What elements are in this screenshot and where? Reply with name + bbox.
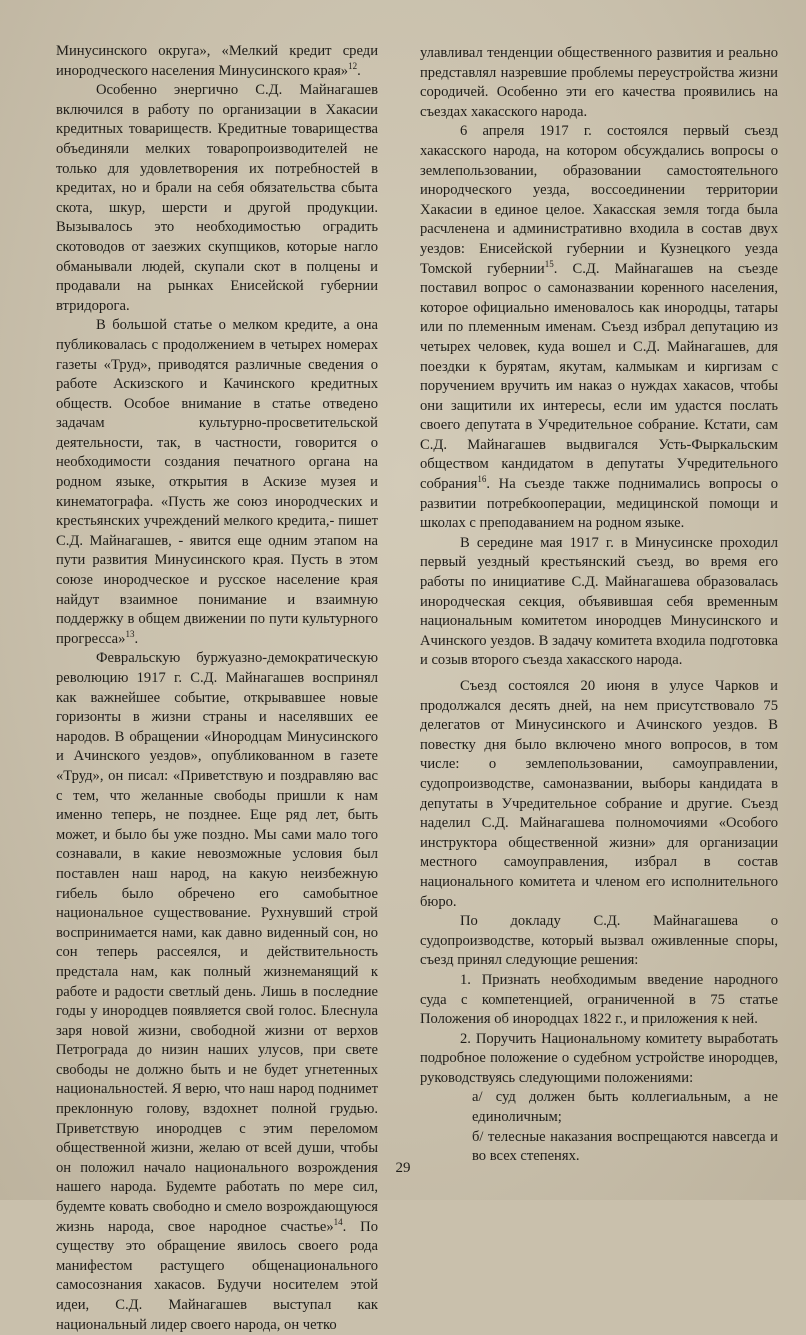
paragraph: Февральскую буржуазно-демократическую революцию 1917 г. С.Д. Майнагашев воспринял как важнейшее событие, открывавшее новые горизонты в жизни страны и населявших ее народов. В обращении «Инородцам Минусинского и Ачинского уездов», опубликованном в газете «Труд», он писал: «Приветствую и поздравляю вас с тем, что желанные свободы пришли к нам именно теперь, не позднее. Еще ряд лет, быть может, и было бы уже поздно. Мы сами мало того сознавали, в какие невозможные условия был поставлен наш народ, на какую неизбежную гибель было обречено его самобытное национальное существование. Рухнувший строй воспринимается нами, как давно виденный сон, но сон теперь рассеялся, и действительность предстала нам, как полный жизнеманящий к работе и радости светлый день. Лишь в последние годы у инородцев появляется свой голос. Блеснула заря новой жизни, свободной жизни от верхов Петрограда до низин наших улусов, при свете свободы не должно быть и не будет угнетенных национальностей. Я верю, что наш народ поднимет преклонную голову, вздохнет полной грудью. Приветствую инородцев с этим переломом общественной жизни, желаю от всей души, чтобы он положил начало национального возрождения нашего народа. Будемте работать по мере сил, будемте ковать свободно и смело возрождающуюся жизнь народа, свое народное счастье»$^{14}$. По существу это обращение явилось своего рода манифестом растущего общенационального самосознания хакасов. Будучи носителем этой идеи, С.Д. Майнагашев выступал как национальный лидер своего народа, он четко xyxy=(56,650,378,1333)
paragraph: Минусинского округа», «Мелкий кредит среди инородческого населения Минусинского края»$^{12}$. xyxy=(56,43,378,79)
paragraph: В большой статье о мелком кредите, а она публиковалась с продолжением в четырех номерах газеты «Труд», приводятся различные сведения о работе Аскизского и Качинского кредитных обществ. Особое внимание в статье отведено задачам культурно-просветительской деятельности, так, в частности, говорится о необходимости создания печатного органа на родном языке, открытия в Аскизе музея и кинематографа. «Пусть же союз инородческих и крестьянских учреждений мелкого кредита,- пишет С.Д. Майнагашев, - явится еще одним этапом на пути развития Минусинского края. Пусть в этом союзе инородческое и русское население края найдут взаимное понимание и взаимную поддержку в общем движении по пути культурного прогресса»$^{13}$. xyxy=(56,317,378,647)
list-item: 1. Признать необходимым введение народного суда с компетенцией, ограниченной в 75 статье Положения об инородцах 1822 г., и приложения к ней. xyxy=(420,971,778,1028)
paragraph: Съезд состоялся 20 июня в улусе Чарков и продолжался десять дней, на нем присутствовало 75 делегатов от Минусинского и Ачинского уездов. В повестку дня было включено много вопросов, в том числе: о землепользовании, самоуправлении, судопроизводстве, самоназвании, выборы кандидата в депутаты в Учредительное собрание и другие. Съезд наделил С.Д. Майнагашева полномочиями «Особого инструктора общественной жизни» для организации местного самоуправления, избрал в состав национального комитета и членом его исполнительного бюро. xyxy=(420,678,778,910)
right-column xyxy=(420,44,778,1167)
list-item: б/ телесные наказания воспрещаются навсегда и во всех степенях. xyxy=(472,1128,778,1165)
paragraph: В середине мая 1917 г. в Минусинске проходил первый уездный крестьянский съезд, во время его работы по инициативе С.Д. Майнагашева образовалась инородческая секция, объявившая себя временным национальным комитетом инородцев Минусинского и Ачинского уездов. В задачу комитета входила подготовка и созыв второго съезда хакасского народа. xyxy=(420,534,778,669)
list-item: 2. Поручить Национальному комитету выработать подробное положение о судебном устройстве инородцев, руководствуясь следующими положениями: xyxy=(420,1030,778,1086)
paragraph: 6 апреля 1917 г. состоялся первый съезд хакасского народа, на котором обсуждались вопросы о землепользовании, образовании самостоятельного инородческого уезда, воссоединении территории Хакасии в единое целое. Хакасская земля тогда была расчленена и административно входила в состав двух уездов: Енисейской губернии и Кузнецкого уезда Томской губернии$^{15}$. С.Д. Майнагашев на съезде поставил вопрос о самоназвании коренного населения, которое официально именовалось как инородцы, татары или по племенным именам. Съезд избрал депутацию из четырех человек, куда вошел и С.Д. Майнагашев, для поездки к бурятам, якутам, калмыкам и киргизам с поручением вручить им наказ о нуждах хакасов, чтобы они защитили их интересы, если им удастся послать своего депутата в Учредительное собрание. Кстати, сам С.Д. Майнагашев выдвигался Усть-Фыркальским обществом кандидатом в депутаты Учредительного собрания$^{16}$. На съезде также поднимались вопросы о развитии потребкооперации, медицинской помощи и школах с преподаванием на родном языке. xyxy=(420,123,778,532)
page-number: 29 xyxy=(395,1160,411,1176)
left-column xyxy=(56,42,378,1335)
paragraph: Особенно энергично С.Д. Майнагашев включился в работу по организации в Хакасии кредитных товариществ. Кредитные товарищества объединяли мелких товаропроизводителей не только для удовлетворения их потребностей в кредитах, но и брали на себя обязательства сбыта скота, шкур, шерсти и другой продукции. Вызывалось это необходимостью оградить скотоводов от заезжих скупщиков, которые нагло обманывали людей, скупали скот в полцены и продавали на рынках Енисейской губернии втридорога. xyxy=(56,82,378,314)
paragraph: улавливал тенденции общественного развития и реально представлял назревшие проблемы переустройства жизни сородичей. Особенно эти его качества проявились на съездах хакасского народа. xyxy=(420,45,778,120)
paragraph: По докладу С.Д. Майнагашева о судопроизводстве, который вызвал оживленные споры, съезд принял следующие решения: xyxy=(420,913,778,969)
list-item: а/ суд должен быть коллегиальным, а не единоличным; xyxy=(472,1089,778,1126)
